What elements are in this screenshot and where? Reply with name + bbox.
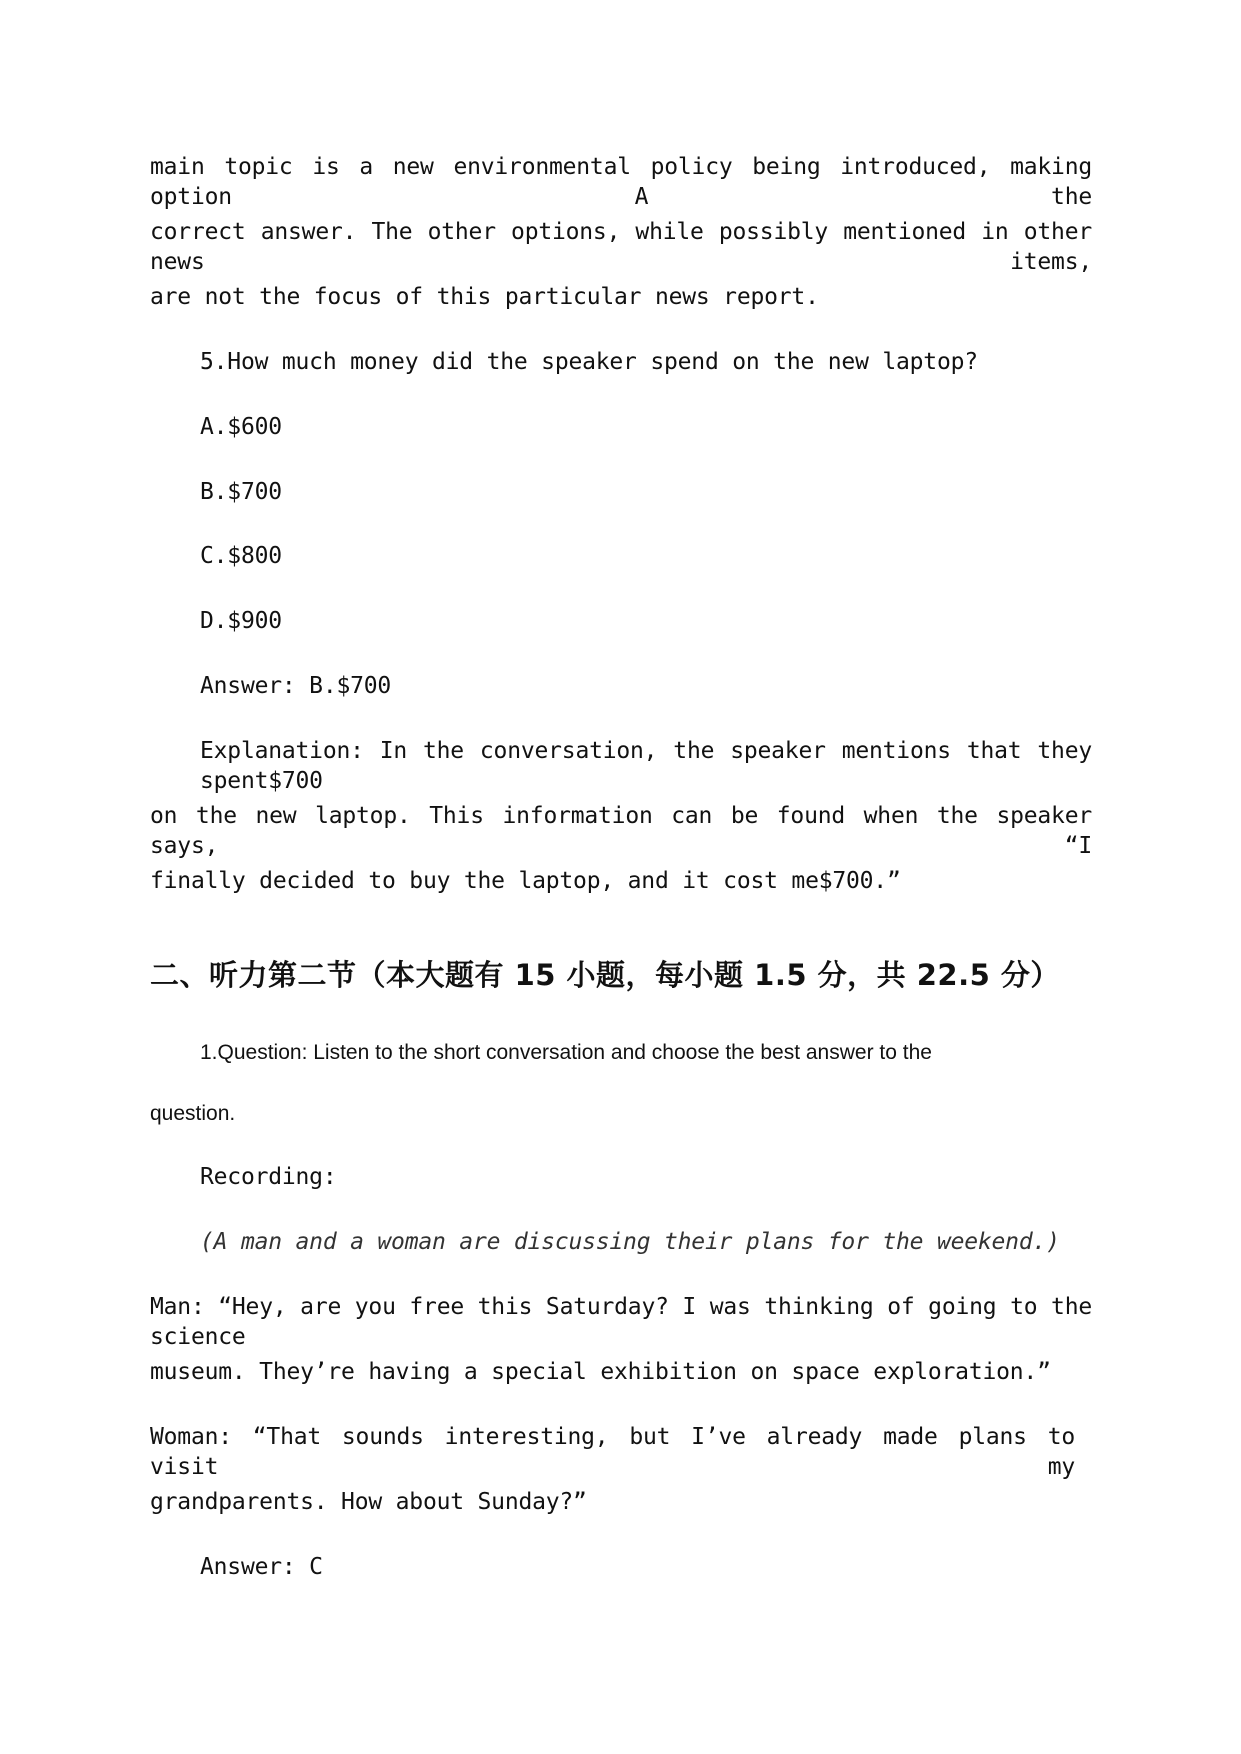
option-a: A.$600	[200, 414, 282, 440]
question-stem: 1.Question: Listen to the short conversation and choose the best answer to the	[200, 1041, 932, 1064]
explanation-line: Explanation: In the conversation, the speaker mentions that they spent$700	[200, 738, 1092, 794]
paragraph-line: main topic is a new environmental policy being introduced, making option A the	[150, 154, 1092, 210]
paragraph-line: correct answer. The other options, while possibly mentioned in other news items,	[150, 219, 1092, 275]
section-heading: 二、听力第二节（本大题有 15 小题，每小题 1.5 分，共 22.5 分）	[150, 958, 1060, 992]
dialogue-line: museum. They’re having a special exhibition on space exploration.”	[150, 1359, 1051, 1385]
scene-description: (A man and a woman are discussing their plans for the weekend.)	[200, 1229, 1060, 1255]
explanation-line: finally decided to buy the laptop, and it cost me$700.”	[150, 868, 901, 894]
dialogue-line: Man: “Hey, are you free this Saturday? I was thinking of going to the science	[150, 1294, 1092, 1350]
option-c: C.$800	[200, 543, 282, 569]
dialogue-line: grandparents. How about Sunday?”	[150, 1489, 587, 1515]
option-b: B.$700	[200, 479, 282, 505]
question-stem: 5.How much money did the speaker spend on the new laptop?	[200, 349, 978, 375]
dialogue-line: Woman: “That sounds interesting, but I’ve already made plans to visit my	[150, 1424, 1075, 1480]
answer-line: Answer: B.$700	[200, 673, 392, 699]
question-stem: question.	[150, 1102, 236, 1125]
explanation-line: on the new laptop. This information can be found when the speaker says, “I	[150, 803, 1092, 859]
answer-line: Answer: C	[200, 1554, 323, 1580]
paragraph-line: are not the focus of this particular news report.	[150, 284, 819, 310]
recording-label: Recording:	[200, 1164, 337, 1190]
option-d: D.$900	[200, 608, 282, 634]
